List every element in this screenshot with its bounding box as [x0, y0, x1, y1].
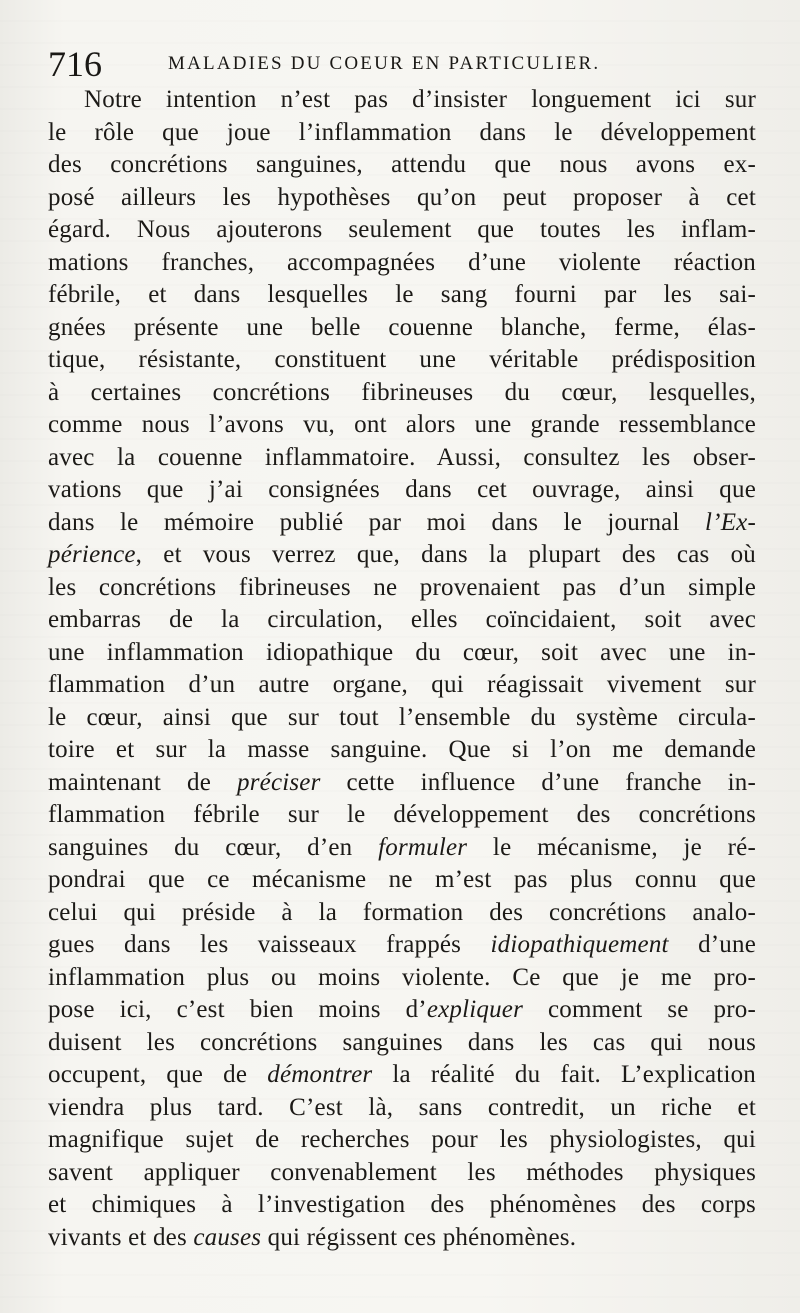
text-line [48, 832, 756, 865]
text-line [48, 734, 756, 767]
text-run: dans le mémoire publié par moi dans le journal [48, 508, 706, 536]
italic-text: causes [193, 1223, 262, 1251]
text-line [48, 799, 756, 832]
text-run: comme nous l’avons vu, ont alors une grande ressemblance [48, 411, 756, 438]
text-run: avec la couenne inflammatoire. Aussi, consultez les obser- [48, 443, 756, 471]
text-run: , et vous verrez que, dans la plupart des cas où [135, 541, 756, 568]
text-run: tique, résistante, constituent une véritable prédisposition [48, 346, 756, 373]
text-run: qui régissent ces phénomènes. [261, 1223, 577, 1251]
text-run: celui qui préside à la formation des concrétions analo- [48, 898, 756, 926]
italic-text: périence [48, 541, 136, 568]
text-line [48, 962, 756, 995]
text-run: flammation d’un autre organe, qui réagissait vivement sur [48, 671, 756, 698]
text-line [48, 539, 756, 572]
text-run: magnifique sujet de recherches pour les physiologistes, qui [48, 1126, 756, 1153]
text-run: savent appliquer convenablement les méthodes physiques [48, 1158, 756, 1186]
text-line [48, 1124, 756, 1157]
text-line [48, 409, 756, 442]
italic-text: expliquer [426, 996, 524, 1023]
text-line [48, 864, 756, 897]
text-line [48, 767, 756, 800]
text-line [48, 1189, 756, 1222]
text-run: d’une [668, 931, 756, 958]
body-paragraph [48, 84, 756, 1254]
text-line [48, 182, 756, 215]
italic-text: formuler [378, 833, 468, 861]
text-run: flammation fébrile sur le développement des concrétions [48, 801, 756, 828]
text-run: cette influence d’une franche in- [320, 768, 757, 796]
text-line [48, 702, 756, 735]
text-run: des concrétions sanguines, attendu que nous avons ex- [48, 151, 756, 178]
text-run: une inflammation idiopathique du cœur, soit avec une in- [48, 638, 756, 666]
text-run: comment se pro- [523, 996, 756, 1023]
text-run: viendra plus tard. C’est là, sans contredit, un riche et [48, 1093, 756, 1121]
text-line [48, 507, 756, 540]
running-title: MALADIES DU COEUR EN PARTICULIER. [168, 53, 601, 74]
text-line [48, 312, 756, 345]
text-line [48, 897, 756, 930]
text-line [48, 442, 756, 475]
text-run: gnées présente une belle couenne blanche, ferme, élas- [48, 313, 756, 341]
text-line [48, 214, 756, 247]
text-run: fébrile, et dans lesquelles le sang fourni par les sai- [48, 281, 756, 308]
text-line [48, 994, 756, 1027]
text-run: duisent les concrétions sanguines dans les cas qui nous [48, 1028, 756, 1056]
text-run: pose ici, c’est bien moins d’ [48, 996, 427, 1023]
text-line [48, 1027, 756, 1060]
italic-text: idiopathiquement [490, 931, 669, 958]
text-line [48, 149, 756, 182]
text-run: mations franches, accompagnées d’une violente réaction [48, 248, 756, 276]
text-run: occupent, que de [48, 1061, 268, 1088]
text-line [48, 1222, 756, 1255]
text-line [48, 117, 756, 150]
text-run: vivants et des [48, 1223, 194, 1251]
text-line [48, 1092, 756, 1125]
text-run: le mécanisme, je ré- [467, 833, 757, 861]
text-line [48, 1059, 756, 1092]
text-line [48, 377, 756, 410]
italic-text: l’Ex- [705, 508, 756, 536]
page-number: 716 [48, 44, 102, 84]
text-run: toire et sur la masse sanguine. Que si l’on me demande [48, 736, 756, 763]
text-run: le rôle que joue l’inflammation dans le développement [48, 118, 756, 146]
text-run: la réalité du fait. L’explication [372, 1061, 756, 1088]
text-line [48, 1157, 756, 1190]
text-run: égard. Nous ajouterons seulement que toutes les inflam- [48, 216, 756, 243]
text-run: embarras de la circulation, elles coïncidaient, soit avec [48, 606, 756, 633]
text-run: inflammation plus ou moins violente. Ce que je me pro- [48, 963, 756, 991]
text-run: vations que j’ai consignées dans cet ouvrage, ainsi que [48, 476, 756, 503]
text-line [48, 929, 756, 962]
text-line [48, 572, 756, 605]
text-run: gues dans les vaisseaux frappés [48, 931, 491, 958]
text-run: pondrai que ce mécanisme ne m’est pas plus connu que [48, 866, 756, 893]
italic-text: démontrer [267, 1061, 373, 1088]
text-line [48, 669, 756, 702]
text-run: sanguines du cœur, d’en [48, 833, 379, 861]
text-line [48, 344, 756, 377]
text-line [48, 637, 756, 670]
text-run: le cœur, ainsi que sur tout l’ensemble du système circula- [48, 703, 756, 731]
text-line [48, 84, 756, 117]
text-run: Notre intention n’est pas d’insister longuement ici sur [84, 86, 756, 113]
text-line [48, 279, 756, 312]
text-line [48, 604, 756, 637]
text-run: à certaines concrétions fibrineuses du cœur, lesquelles, [48, 378, 756, 406]
italic-text: préciser [237, 768, 321, 796]
text-run: les concrétions fibrineuses ne provenaient pas d’un simple [48, 573, 756, 601]
text-line [48, 247, 756, 280]
running-header [48, 44, 760, 84]
text-run: maintenant de [48, 768, 238, 796]
text-line [48, 474, 756, 507]
text-run: posé ailleurs les hypothèses qu’on peut proposer à cet [48, 183, 756, 211]
text-run: et chimiques à l’investigation des phénomènes des corps [48, 1191, 756, 1218]
